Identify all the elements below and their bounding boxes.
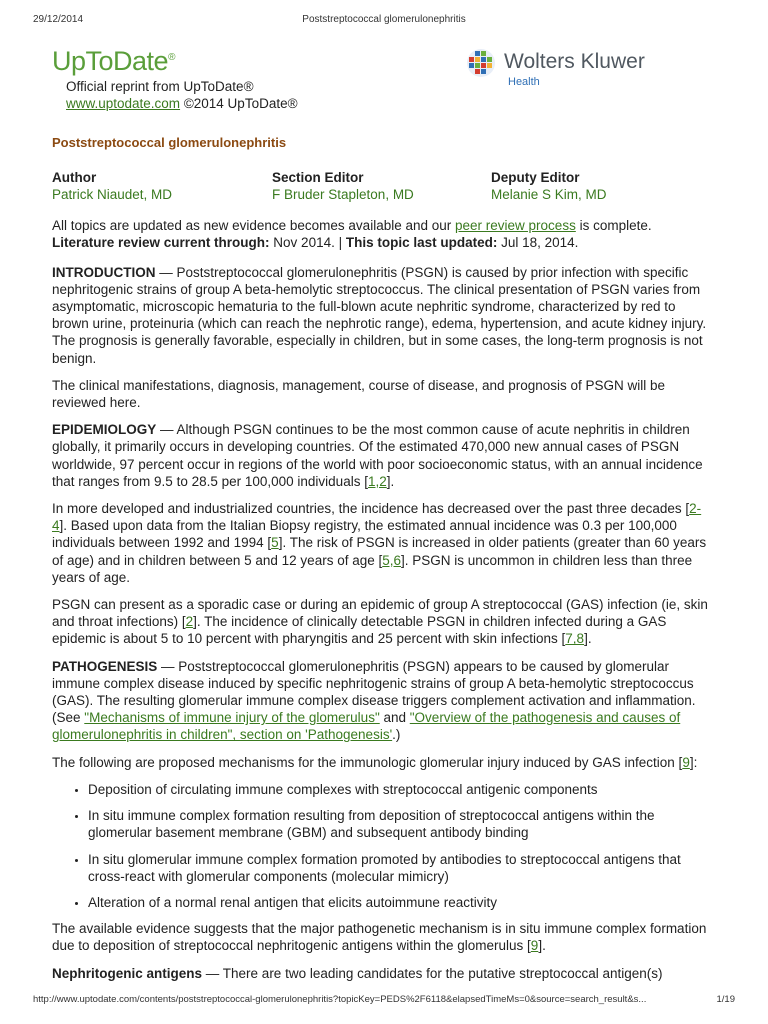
paragraph-text: — There are two leading candidates for the putative streptococcal antigen(s) bbox=[202, 965, 663, 981]
reference-link[interactable]: 7,8 bbox=[565, 631, 585, 647]
print-title: Poststreptococcal glomerulonephritis bbox=[302, 14, 466, 25]
introduction-paragraph bbox=[52, 264, 716, 367]
reference-link[interactable]: 9 bbox=[530, 938, 539, 954]
credit-role: Deputy Editor bbox=[491, 170, 580, 186]
uptodate-site-link[interactable]: www.uptodate.com bbox=[66, 96, 181, 111]
print-url: http://www.uptodate.com/contents/poststreptococcal-glomerulonephritis?topicKey=PEDS%2F6118&elapsedTimeMs=0&source=search_result&s... bbox=[33, 994, 647, 1005]
wolters-kluwer-globe-icon bbox=[466, 48, 496, 78]
print-header bbox=[33, 14, 735, 28]
section-heading-epidemiology: EPIDEMIOLOGY bbox=[52, 422, 157, 438]
credits bbox=[52, 169, 716, 203]
list-item: • Alteration of a normal renal antigen that elicits autoimmune reactivity bbox=[88, 894, 716, 911]
reference-link[interactable]: 2 bbox=[185, 614, 194, 630]
publisher-sub: Health bbox=[508, 76, 540, 88]
introduction-paragraph-2: The clinical manifestations, diagnosis, management, course of disease, and prognosis of PSGN will be reviewed here. bbox=[52, 377, 666, 411]
reference-link[interactable]: 5 bbox=[271, 535, 279, 551]
paragraph-text: PSGN can present as a sporadic case or during an epidemic of group A streptococcal (GAS) infection (ie, skin and throat infections) [ bbox=[52, 597, 708, 630]
publisher-name: Wolters Kluwer bbox=[504, 50, 645, 73]
topic-link[interactable]: "Mechanisms of immune injury of the glomerulus" bbox=[84, 710, 380, 726]
print-footer bbox=[33, 994, 735, 1008]
logo-text: UpToDate bbox=[52, 46, 169, 76]
reference-link[interactable]: 2-4 bbox=[52, 501, 702, 534]
epidemiology-paragraph-3 bbox=[52, 596, 716, 648]
reprint-notice bbox=[66, 78, 298, 112]
credit-deputy-editor bbox=[491, 169, 607, 203]
paragraph-text: In more developed and industrialized countries, the incidence has decreased over the past three decades [ bbox=[52, 501, 690, 517]
topic-link[interactable]: "Overview of the pathogenesis and causes of glomerulonephritis in children", section on 'Pathogenesis' bbox=[52, 710, 681, 743]
paragraph-text: — Although PSGN continues to be the most common cause of acute nephritis in children globally, it primarily occurs in developing countries. Of the estimated 470,000 new annual cases of PSGN worldwide, 97 percent occur in regions of the world with poor socioeconomic status, with an annual incidence that ranges from 9.5 to 28.5 per 100,000 individuals [ bbox=[52, 422, 703, 489]
credit-name[interactable]: F Bruder Stapleton, MD bbox=[272, 187, 414, 203]
paragraph-text: The available evidence suggests that the major pathogenetic mechanism is in situ immune complex formation due to deposition of streptococcal nephritogenic antigens within the glomerulus [ bbox=[52, 921, 707, 954]
review-current-value: Nov 2014. | bbox=[269, 235, 346, 251]
paragraph-text: ]: bbox=[689, 754, 698, 770]
paragraph-text: — Poststreptococcal glomerulonephritis (PSGN) is caused by prior infection with specific nephritogenic strains of group A beta-hemolytic streptococcus. The clinical presentation of PSGN varies from asymptomatic, microscopic hematuria to the full-blown acute nephritic syndrome, characterized by red to brown urine, proteinuria (which can reach the nephrotic range), edema, hypertension, and acute kidney injury. The prognosis is generally favorable, especially in children, but in some cases, the long-term prognosis is not benign. bbox=[52, 264, 707, 366]
list-item: • Deposition of circulating immune complexes with streptococcal antigenic components bbox=[88, 781, 716, 798]
epidemiology-paragraph-2 bbox=[52, 500, 716, 586]
review-updated-value: Jul 18, 2014. bbox=[497, 235, 579, 251]
section-heading-introduction: INTRODUCTION bbox=[52, 264, 156, 280]
list-item: • In situ immune complex formation resulting from deposition of streptococcal antigens within the glomerular basement membrane (GBM) and subsequent antibody binding bbox=[88, 807, 716, 841]
review-notice bbox=[52, 217, 716, 251]
section-heading-nephritogenic-antigens: Nephritogenic antigens bbox=[52, 965, 203, 981]
evidence-paragraph bbox=[52, 920, 716, 954]
uptodate-logo[interactable]: UpToDate® bbox=[52, 46, 175, 76]
credit-role: Author bbox=[52, 170, 97, 186]
reference-link[interactable]: 9 bbox=[682, 754, 690, 770]
article-title: Poststreptococcal glomerulonephritis bbox=[52, 135, 287, 150]
paragraph-text: — Poststreptococcal glomerulonephritis (PSGN) appears to be caused by glomerular immune complex disease induced by specific nephritogenic strains of group A beta-hemolytic streptococcus (GAS). The resulting glomerular immune complex disease triggers complement activation and inflammation. (See bbox=[52, 658, 696, 726]
print-date: 29/12/2014 bbox=[33, 14, 84, 25]
article-body bbox=[52, 134, 716, 992]
mechanisms-intro bbox=[52, 754, 716, 771]
nephritogenic-antigens-paragraph bbox=[52, 965, 716, 982]
paragraph-text: ]. bbox=[584, 631, 592, 647]
list-item: • In situ glomerular immune complex formation promoted by antibodies to streptococcal antigens that cross-react with glomerular components (molecular mimicry) bbox=[88, 851, 716, 885]
reference-link[interactable]: 5,6 bbox=[382, 552, 402, 568]
review-text: All topics are updated as new evidence becomes available and our bbox=[52, 218, 456, 234]
reprint-line: Official reprint from UpToDate® bbox=[66, 79, 254, 94]
pathogenesis-paragraph bbox=[52, 658, 716, 744]
paragraph-text: .) bbox=[392, 727, 401, 743]
paragraph-text: ]. The risk of PSGN is increased in older patients (greater than 60 years of age) and in children between 5 and 12 years of age [ bbox=[52, 535, 707, 568]
paragraph-text: ]. bbox=[538, 938, 546, 954]
copyright: ©2014 UpToDate® bbox=[183, 96, 298, 111]
wolters-kluwer-logo[interactable] bbox=[466, 46, 726, 92]
review-updated-label: This topic last updated: bbox=[345, 235, 498, 251]
review-current-label: Literature review current through: bbox=[52, 235, 270, 251]
mechanisms-list bbox=[52, 781, 716, 911]
credit-name[interactable]: Patrick Niaudet, MD bbox=[52, 187, 173, 203]
paragraph-text: ]. Based upon data from the Italian Biopsy registry, the estimated annual incidence was 0.3 per 100,000 individuals between 1992 and 1994 [ bbox=[52, 518, 677, 551]
credit-name[interactable]: Melanie S Kim, MD bbox=[491, 187, 607, 203]
page-number: 1/19 bbox=[716, 994, 735, 1005]
credit-author bbox=[52, 169, 172, 203]
section-heading-pathogenesis: PATHOGENESIS bbox=[52, 658, 158, 674]
credit-section-editor bbox=[272, 169, 414, 203]
paragraph-text: The following are proposed mechanisms for the immunologic glomerular injury induced by GAS infection [ bbox=[52, 754, 683, 770]
paragraph-text: ]. The incidence of clinically detectable PSGN in children infected during a GAS epidemic is about 5 to 10 percent with pharyngitis and 25 percent with skin infections [ bbox=[52, 614, 667, 647]
paragraph-text: ]. PSGN is uncommon in children less than three years of age. bbox=[52, 552, 693, 585]
paragraph-text: ]. bbox=[386, 473, 395, 489]
reference-link[interactable]: 1,2 bbox=[367, 473, 387, 489]
credit-role: Section Editor bbox=[272, 170, 364, 186]
epidemiology-paragraph bbox=[52, 421, 716, 490]
peer-review-link[interactable]: peer review process bbox=[455, 218, 576, 234]
paragraph-text: and bbox=[379, 710, 410, 726]
review-text: is complete. bbox=[575, 218, 652, 234]
